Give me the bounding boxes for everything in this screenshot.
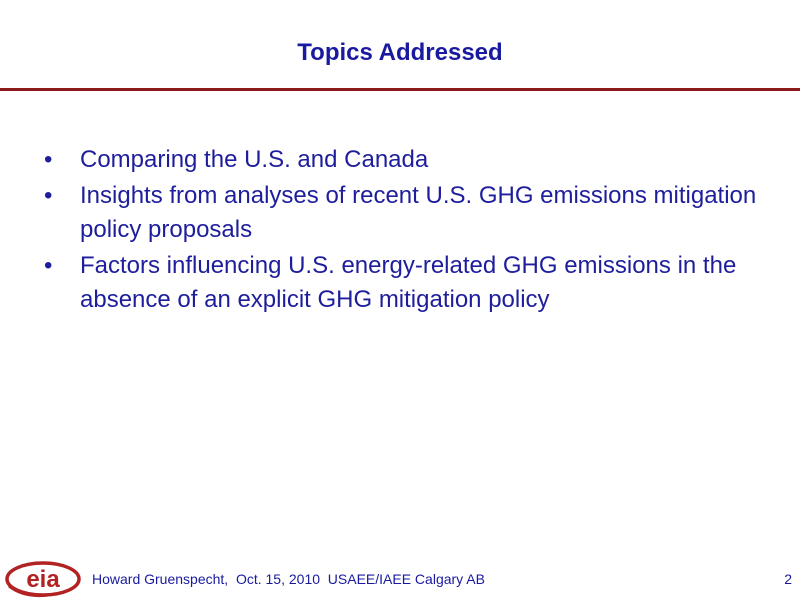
bullet-item — [44, 143, 764, 177]
bullet-marker: • — [44, 252, 53, 279]
title-divider — [0, 88, 800, 91]
eia-logo-icon — [4, 558, 82, 598]
bullet-text: Insights from analyses of recent U.S. GHG emissions mitigation policy proposals — [80, 182, 757, 243]
bullet-text: Comparing the U.S. and Canada — [80, 146, 429, 173]
slide-title: Topics Addressed — [297, 39, 503, 66]
logo-text: eia — [26, 566, 60, 593]
bullet-text: Factors influencing U.S. energy-related GHG emissions in the absence of an explicit GHG mitigation policy — [80, 252, 737, 313]
bullet-marker: • — [44, 146, 53, 173]
footer-text: Howard Gruenspecht, Oct. 15, 2010 USAEE/IAEE Calgary AB — [92, 571, 485, 587]
bullet-list — [44, 143, 764, 319]
bullet-item — [44, 249, 764, 317]
bullet-marker: • — [44, 182, 53, 209]
slide-footer — [0, 558, 800, 598]
bullet-item — [44, 179, 764, 247]
page-number: 2 — [784, 571, 792, 587]
